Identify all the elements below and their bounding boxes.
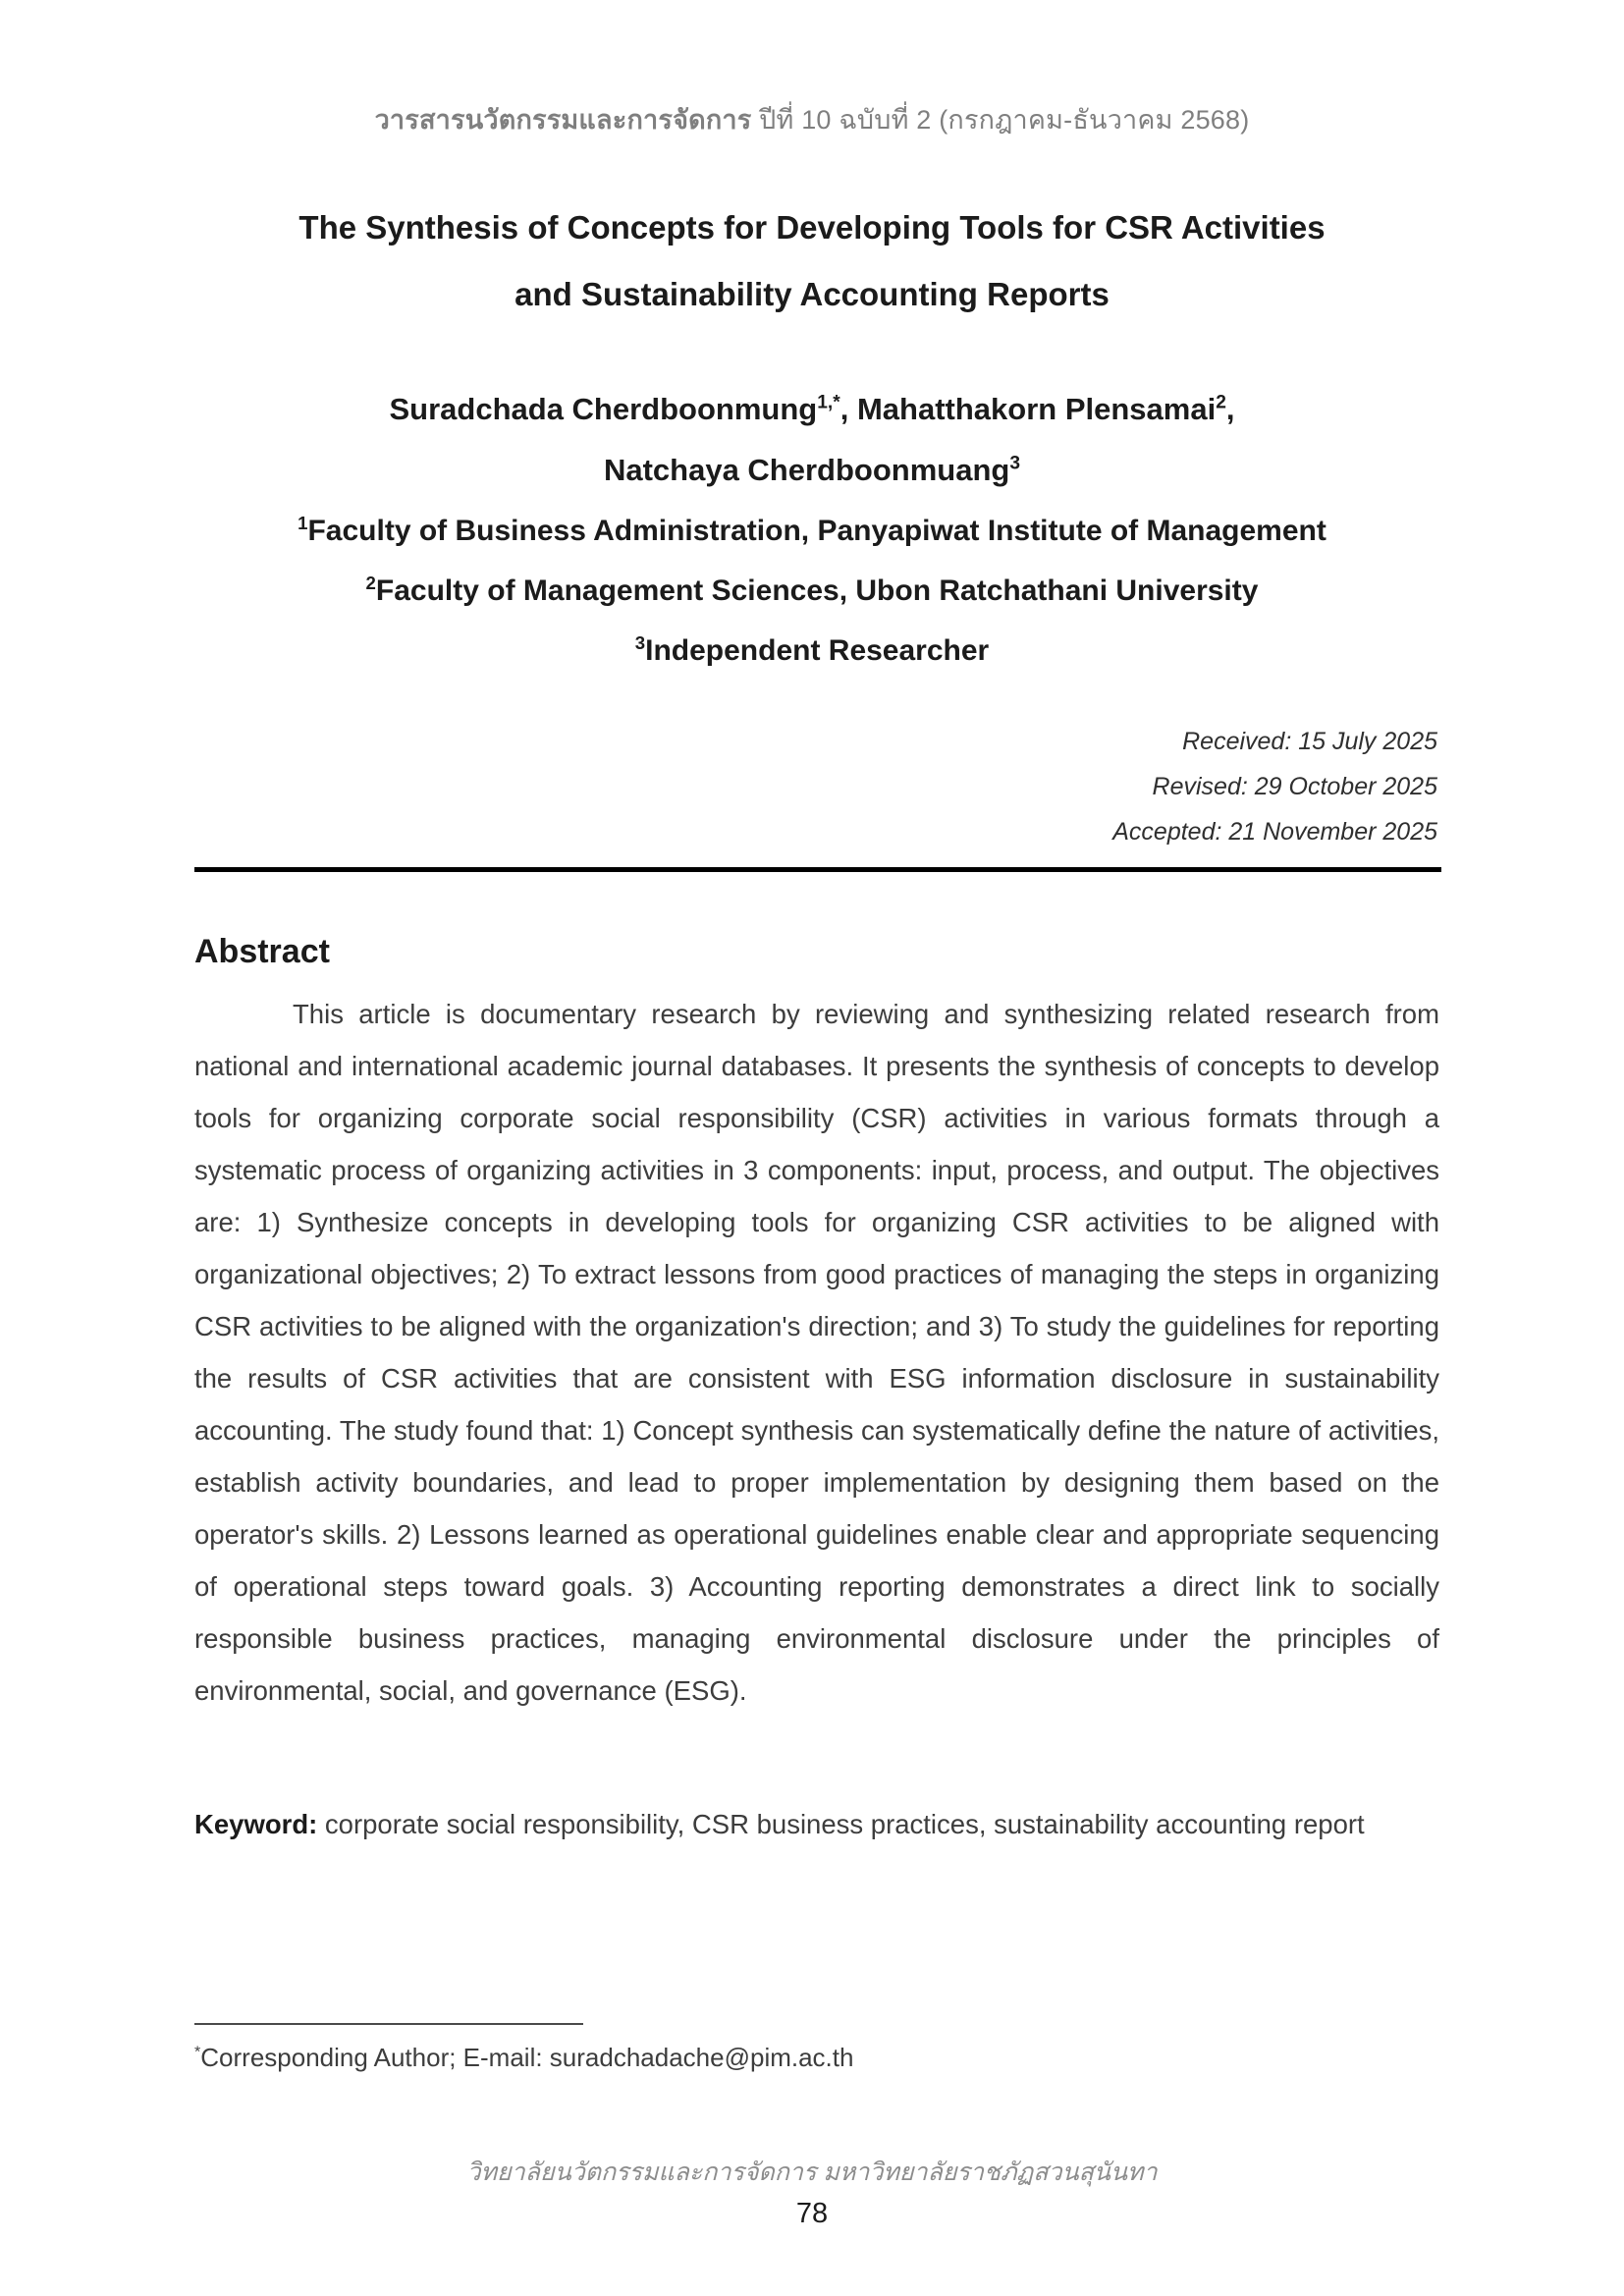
affiliation-2-superscript: 2 (365, 573, 376, 593)
affiliation-2-text: Faculty of Management Sciences, Ubon Ratchathani University (375, 574, 1259, 607)
footnote-asterisk: * (194, 2043, 201, 2061)
journal-issue: ปีที่ 10 ฉบับที่ 2 (กรกฎาคม-ธันวาคม 2568) (751, 105, 1250, 135)
affiliation-3 (0, 621, 1624, 681)
keyword-label: Keyword: (194, 1809, 318, 1839)
author-2-comma: , (1225, 392, 1235, 426)
affiliation-3-text: Independent Researcher (645, 634, 990, 667)
manuscript-dates (1112, 719, 1437, 854)
author-2-name: Mahatthakorn Plensamai (856, 392, 1217, 426)
abstract-heading: Abstract (194, 933, 330, 970)
author-3-superscript: 3 (1009, 453, 1021, 474)
affiliation-list (0, 501, 1624, 681)
authors-line-2 (0, 440, 1624, 501)
received-date: Received: 15 July 2025 (1182, 728, 1437, 755)
authors-line-1 (0, 379, 1624, 440)
affiliation-1-superscript: 1 (298, 513, 308, 533)
title-line-2: and Sustainability Accounting Reports (514, 276, 1110, 312)
author-list (0, 379, 1624, 501)
author-2-superscript: 2 (1216, 392, 1226, 413)
author-1-superscript: 1,* (817, 392, 840, 413)
footnote-text: Corresponding Author; E-mail: suradchadache@pim.ac.th (200, 2043, 854, 2072)
affiliation-1 (0, 501, 1624, 561)
abstract-paragraph: This article is documentary research by reviewing and synthesizing related research from national and international academic journal databases. It presents the synthesis of concepts to develop tools for organizing corporate social responsibility (CSR) activities in various formats through a systematic process of organizing activities in 3 components: input, process, and output. The objectives are: 1) Synthesize concepts in developing tools for organizing CSR activities to be aligned with organizational objectives; 2) To extract lessons from good practices of managing the steps in organizing CSR activities to be aligned with the organization's direction; and 3) To study the guidelines for reporting the results of CSR activities that are consistent with ESG information disclosure in sustainability accounting. The study found that: 1) Concept synthesis can systematically define the nature of activities, establish activity boundaries, and lead to proper implementation by designing them based on the operator's skills. 2) Lessons learned as operational guidelines enable clear and appropriate sequencing of operational steps toward goals. 3) Accounting reporting demonstrates a direct link to socially responsible business practices, managing environmental disclosure under the principles of environmental, social, and governance (ESG). (194, 999, 1439, 1706)
journal-header (0, 98, 1624, 140)
keyword-text: corporate social responsibility, CSR business practices, sustainability accounting report (317, 1809, 1365, 1839)
author-1-name: Suradchada Cherdboonmung (389, 392, 818, 426)
corresponding-author-footnote (194, 2043, 853, 2073)
journal-name: วารสารนวัตกรรมและการจัดการ (374, 105, 752, 135)
page-number: 78 (795, 2198, 829, 2229)
affiliation-1-text: Faculty of Business Administration, Panyapiwat Institute of Management (307, 515, 1326, 547)
title-line-1: The Synthesis of Concepts for Developing Tools for CSR Activities (298, 209, 1326, 246)
affiliation-3-superscript: 3 (634, 632, 646, 653)
footnote-divider (194, 2023, 583, 2025)
author-3-name: Natchaya Cherdboonmuang (603, 453, 1010, 487)
affiliation-2 (0, 561, 1624, 621)
accepted-date: Accepted: 21 November 2025 (1112, 818, 1437, 846)
article-title (0, 194, 1624, 328)
keyword-line (194, 1809, 1439, 1840)
footer-institute: วิทยาลัยนวัตกรรมและการจัดการ มหาวิทยาลัยราชภัฏสวนสุนันทา (466, 2159, 1158, 2186)
author-separator: , (839, 392, 857, 426)
revised-date: Revised: 29 October 2025 (1152, 773, 1437, 800)
header-divider (194, 867, 1441, 872)
